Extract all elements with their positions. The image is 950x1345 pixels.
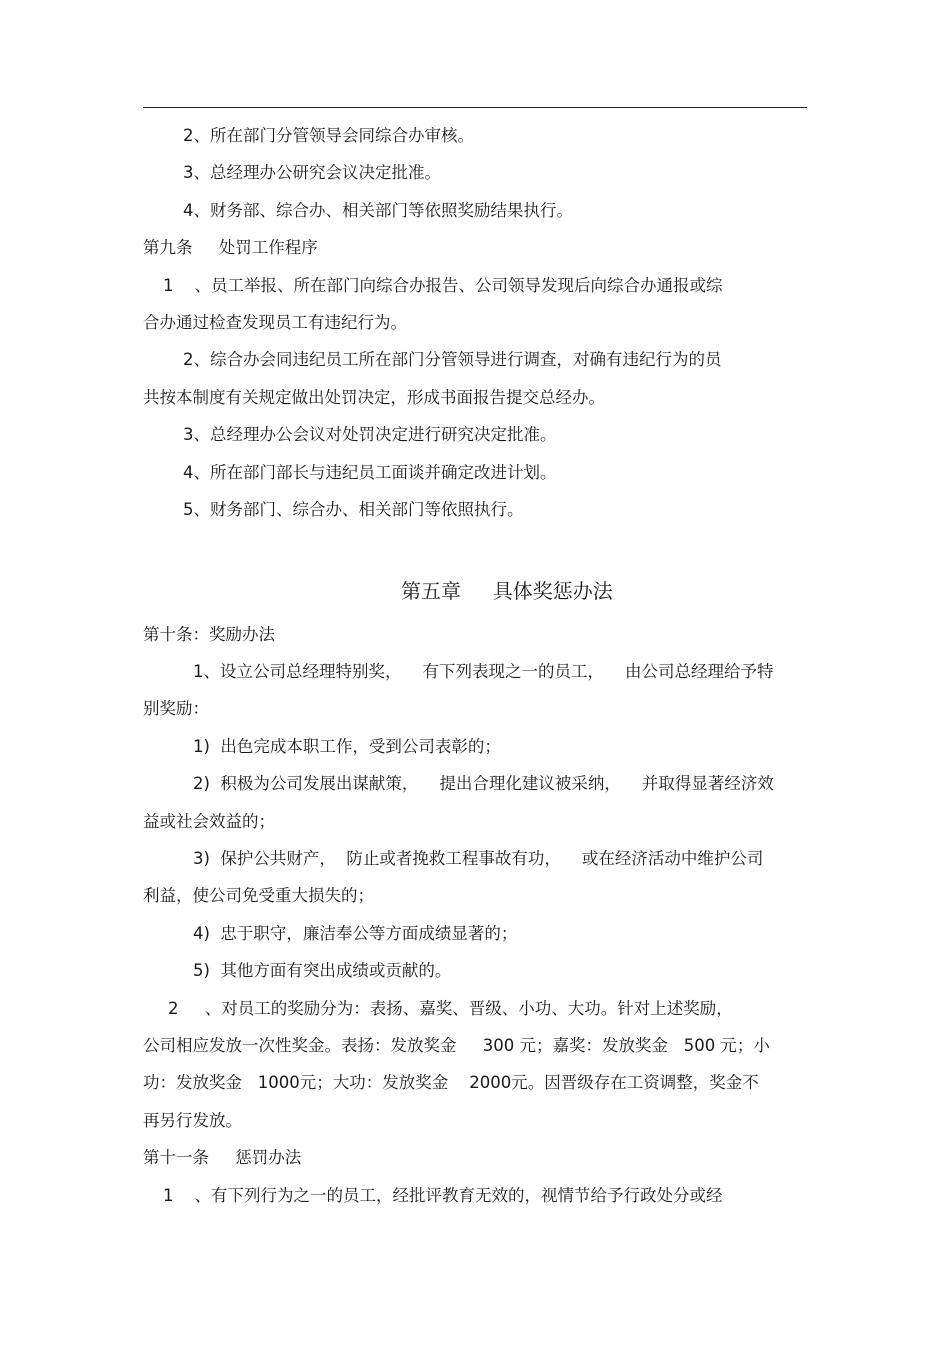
- text-line: 1 、员工举报、所在部门向综合办报告、公司领导发现后向综合办通报或综: [163, 276, 723, 295]
- article-heading: 第十条：奖励办法: [143, 625, 275, 644]
- text-line: 5、财务部门、综合办、相关部门等依照执行。: [183, 500, 524, 519]
- text-line: 共按本制度有关规定做出处罚决定，形成书面报告提交总经办。: [143, 388, 605, 407]
- text-line: 功：发放奖金 1000元；大功：发放奖金 2000元。因晋级存在工资调整，奖金不: [143, 1073, 759, 1092]
- text-line: 5) 其他方面有突出成绩或贡献的。: [193, 961, 452, 980]
- text-line: 益或社会效益的；: [143, 812, 275, 831]
- text-line: 2 、对员工的奖励分为：表扬、嘉奖、晋级、小功、大功。针对上述奖励，: [168, 999, 733, 1018]
- text-line: 2、综合办会同违纪员工所在部门分管领导进行调查，对确有违纪行为的员: [183, 350, 722, 369]
- text-line: 利益，使公司免受重大损失的；: [143, 886, 374, 905]
- text-line: 公司相应发放一次性奖金。表扬：发放奖金 300 元；嘉奖：发放奖金 500 元；小: [143, 1036, 770, 1055]
- text-line: 1 、有下列行为之一的员工，经批评教育无效的，视情节给予行政处分或经: [163, 1186, 723, 1205]
- text-line: 别奖励：: [143, 699, 209, 718]
- text-line: 3) 保护公共财产， 防止或者挽救工程事故有功， 或在经济活动中维护公司: [193, 849, 764, 868]
- chapter-title: 第五章 具体奖惩办法: [401, 579, 613, 603]
- article-heading: 第九条 处罚工作程序: [143, 238, 318, 257]
- text-line: 1、设立公司总经理特别奖， 有下列表现之一的员工， 由公司总经理给予特: [193, 662, 774, 681]
- article-heading: 第十一条 惩罚办法: [143, 1148, 302, 1167]
- text-line: 再另行发放。: [143, 1111, 242, 1130]
- text-line: 合办通过检查发现员工有违纪行为。: [143, 313, 407, 332]
- text-line: 4、财务部、综合办、相关部门等依照奖励结果执行。: [183, 201, 573, 220]
- header-rule: [143, 107, 807, 108]
- text-line: 1) 出色完成本职工作，受到公司表彰的；: [193, 737, 501, 756]
- text-line: 2、所在部门分管领导会同综合办审核。: [183, 126, 474, 145]
- text-line: 4、所在部门部长与违纪员工面谈并确定改进计划。: [183, 463, 557, 482]
- text-line: 3、总经理办公会议对处罚决定进行研究决定批准。: [183, 425, 557, 444]
- text-line: 4) 忠于职守，廉洁奉公等方面成绩显著的；: [193, 924, 518, 943]
- text-line: 2) 积极为公司发展出谋献策， 提出合理化建议被采纳， 并取得显著经济效: [193, 774, 774, 793]
- text-line: 3、总经理办公研究会议决定批准。: [183, 163, 441, 182]
